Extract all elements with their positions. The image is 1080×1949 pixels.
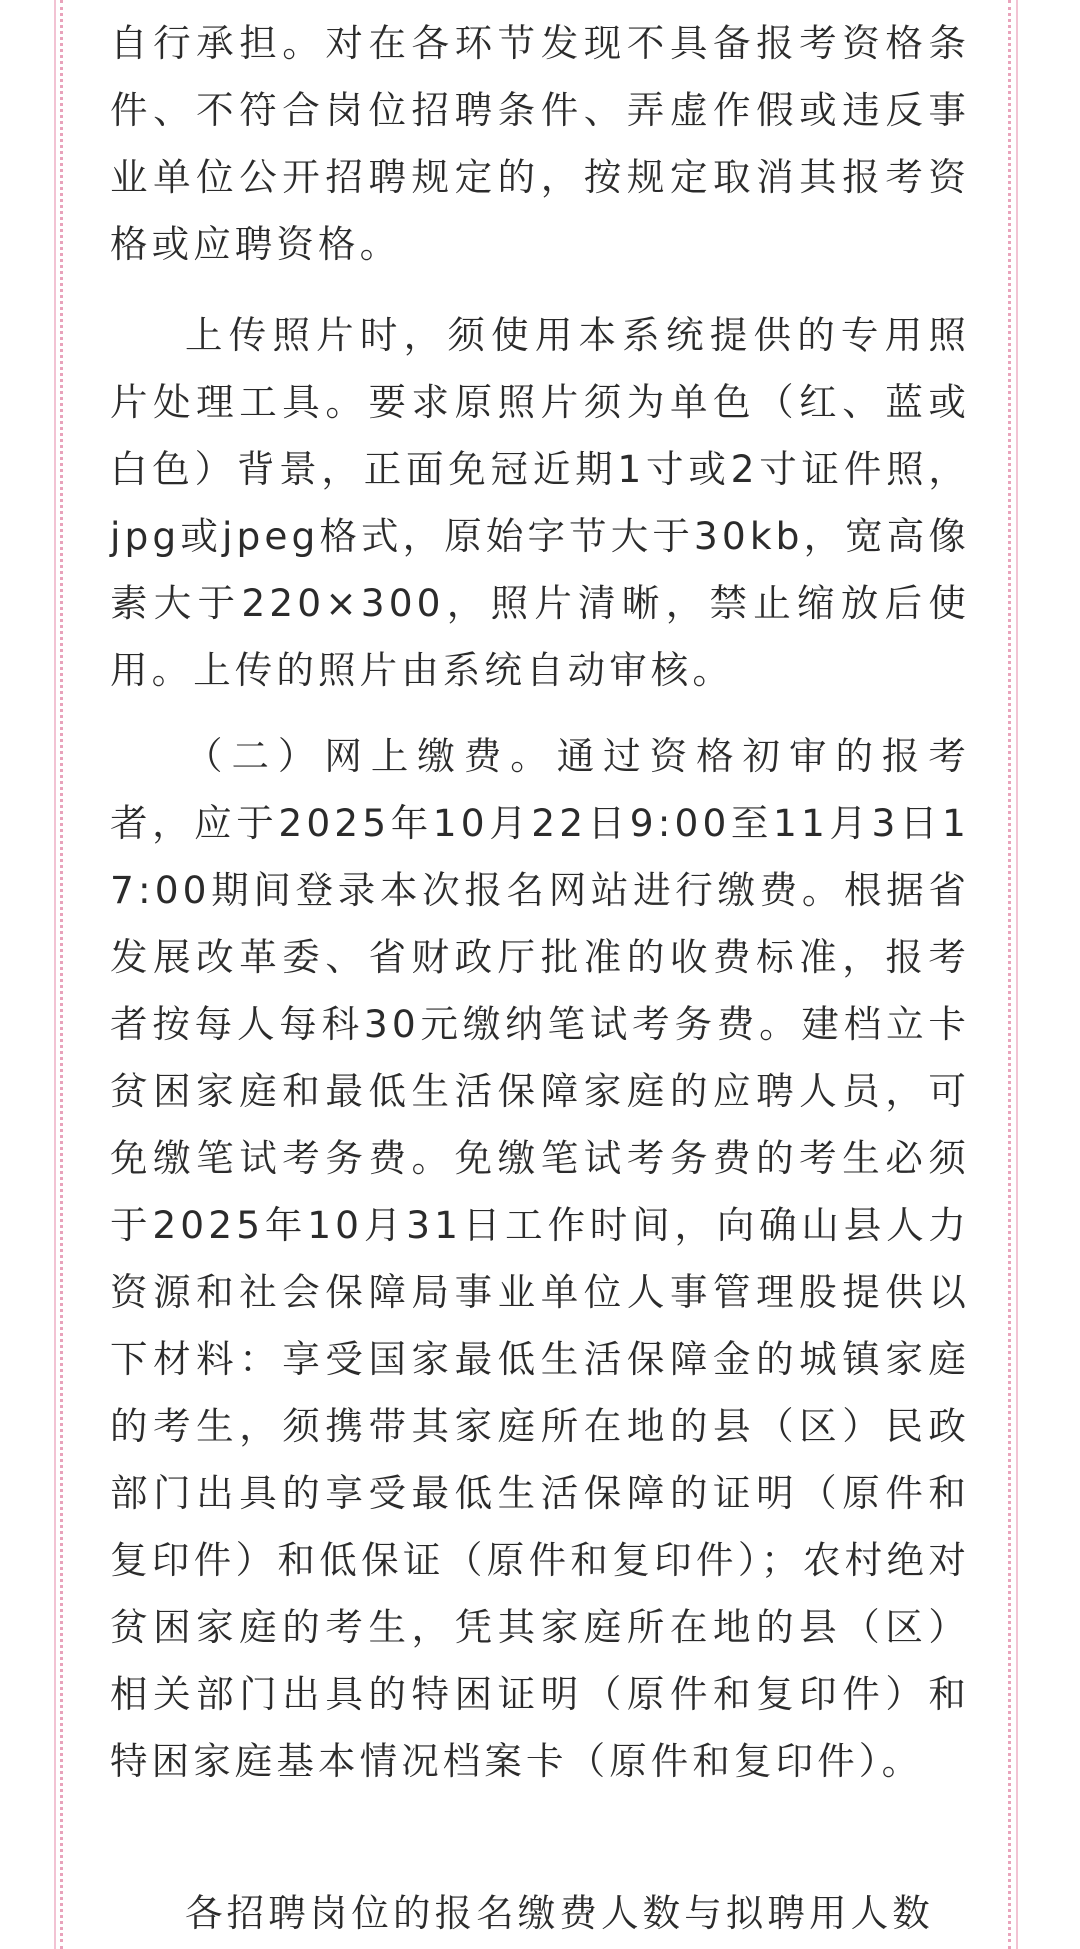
- right-border-dotted-line: [1008, 0, 1011, 1949]
- paragraph-applicant-ratio: 各招聘岗位的报名缴费人数与拟聘用人数: [185, 1891, 934, 1935]
- paragraph-photo-upload: 上传照片时，须使用本系统提供的专用照片处理工具。要求原照片须为单色（红、蓝或白色）背景，正面免冠近期1寸或2寸证件照，jpg或jpeg格式，原始字节大于30kb，宽高像素大于220×300，照片清晰，禁止缩放后使用。上传的照片由系统自动审核。: [110, 313, 970, 692]
- right-decorative-border: [1008, 0, 1020, 1949]
- paragraph-online-payment: （二）网上缴费。通过资格初审的报考者，应于2025年10月22日9:00至11月3日17:00期间登录本次报名网站进行缴费。根据省发展改革委、省财政厅批准的收费标准，报考者按每人每科30元缴纳笔试考务费。建档立卡贫困家庭和最低生活保障家庭的应聘人员，可免缴笔试考务费。免缴笔试考务费的考生必须于2025年10月31日工作时间，向确山县人力资源和社会保障局事业单位人事管理股提供以下材料：享受国家最低生活保障金的城镇家庭的考生，须携带其家庭所在地的县（区）民政部门出具的享受最低生活保障的证明（原件和复印件）和低保证（原件和复印件）；农村绝对贫困家庭的考生，凭其家庭所在地的县（区）相关部门出具的特困证明（原件和复印件）和特困家庭基本情况档案卡（原件和复印件）。: [110, 734, 970, 1783]
- left-border-dotted-line: [60, 0, 63, 1949]
- right-border-solid-line: [1016, 0, 1018, 1949]
- left-decorative-border: [54, 0, 66, 1949]
- paragraph-qualification-cancel: 自行承担。对在各环节发现不具备报考资格条件、不符合岗位招聘条件、弄虚作假或违反事业单位公开招聘规定的，按规定取消其报考资格或应聘资格。: [110, 21, 970, 266]
- left-border-solid-line: [54, 0, 56, 1949]
